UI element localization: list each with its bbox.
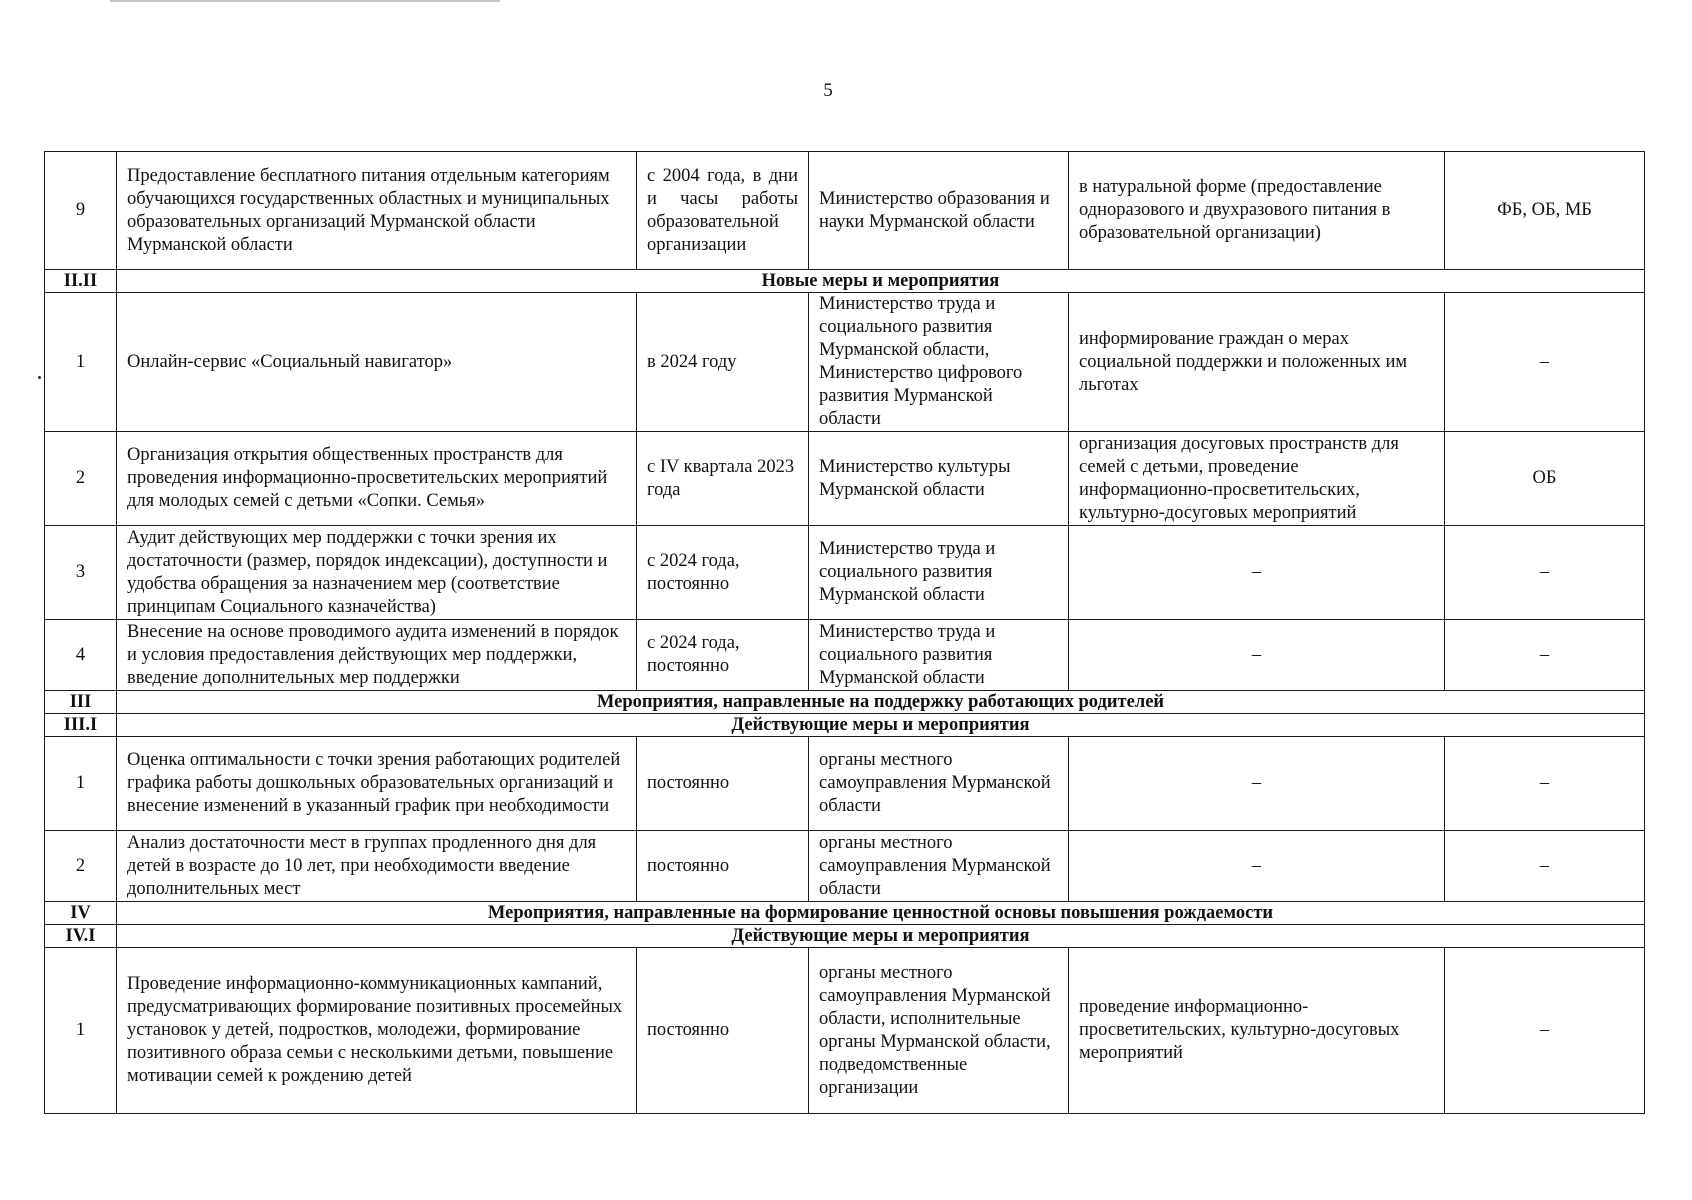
row-number: 2 [45,432,117,526]
measure-name: Онлайн-сервис «Социальный навигатор» [117,293,637,432]
measure-form: – [1069,526,1445,620]
measure-form: – [1069,620,1445,691]
measure-form: информирование граждан о мерах социальной поддержки и положенных им льготах [1069,293,1445,432]
row-number: 1 [45,737,117,831]
row-number: 4 [45,620,117,691]
measure-responsible: Министерство культуры Мурманской области [809,432,1069,526]
measure-period: с IV квартала 2023 года [637,432,809,526]
page-number: 5 [823,80,833,101]
table-row [45,831,1645,902]
section-title: Мероприятия, направленные на поддержку работающих родителей [117,691,1645,714]
section-row [45,925,1645,948]
row-number: 1 [45,948,117,1114]
measure-form: – [1069,831,1445,902]
table-row [45,432,1645,526]
measure-name: Внесение на основе проводимого аудита изменений в порядок и условия предоставления действующих мер поддержки, введение дополнительных мер поддержки [117,620,637,691]
row-number: 1 [45,293,117,432]
table-row [45,948,1645,1114]
measures-table [44,151,1645,1114]
measure-name: Оценка оптимальности с точки зрения работающих родителей графика работы дошкольных образовательных организаций и внесение изменений в указанный график при необходимости [117,737,637,831]
measure-name: Анализ достаточности мест в группах продленного дня для детей в возрасте до 10 лет, при необходимости введение дополнительных мест [117,831,637,902]
section-row [45,270,1645,293]
section-row [45,902,1645,925]
table-row [45,293,1645,432]
measure-funding: ОБ [1445,432,1645,526]
measure-responsible: Министерство труда и социального развития Мурманской области [809,620,1069,691]
measure-name: Проведение информационно-коммуникационных кампаний, предусматривающих формирование позитивных просемейных установок у детей, подростков, молодежи, формирование позитивного образа семьи с несколькими детьми, повышение мотивации семей к рождению детей [117,948,637,1114]
measure-form: в натуральной форме (предоставление одноразового и двухразового питания в образовательной организации) [1069,152,1445,270]
measure-funding: – [1445,737,1645,831]
measure-period: постоянно [637,737,809,831]
measure-period: постоянно [637,948,809,1114]
measure-funding: – [1445,620,1645,691]
measure-responsible: Министерство образования и науки Мурманской области [809,152,1069,270]
row-number: 2 [45,831,117,902]
measure-period: с 2024 года, постоянно [637,526,809,620]
table-row [45,152,1645,270]
row-number: 9 [45,152,117,270]
measure-responsible: Министерство труда и социального развития Мурманской области, Министерство цифрового развития Мурманской области [809,293,1069,432]
measure-responsible: органы местного самоуправления Мурманской области [809,737,1069,831]
scan-artifact-line [110,0,500,2]
measure-form: организация досуговых пространств для семей с детьми, проведение информационно-просветительских, культурно-досуговых мероприятий [1069,432,1445,526]
scan-artifact-dot [38,376,41,379]
measure-responsible: Министерство труда и социального развития Мурманской области [809,526,1069,620]
measure-form: проведение информационно-просветительских, культурно-досуговых мероприятий [1069,948,1445,1114]
section-title: Действующие меры и мероприятия [117,925,1645,948]
measure-funding: – [1445,831,1645,902]
measure-period: постоянно [637,831,809,902]
table-row [45,737,1645,831]
row-number: 3 [45,526,117,620]
measure-funding: – [1445,526,1645,620]
section-title: Мероприятия, направленные на формирование ценностной основы повышения рождаемости [117,902,1645,925]
section-number: II.II [45,270,117,293]
measure-name: Предоставление бесплатного питания отдельным категориям обучающихся государственных областных и муниципальных образовательных организаций Мурманской области Мурманской области [117,152,637,270]
measure-name: Организация открытия общественных пространств для проведения информационно-просветительских мероприятий для молодых семей с детьми «Сопки. Семья» [117,432,637,526]
measure-period: в 2024 году [637,293,809,432]
measure-responsible: органы местного самоуправления Мурманской области [809,831,1069,902]
section-row [45,714,1645,737]
measure-responsible: органы местного самоуправления Мурманской области, исполнительные органы Мурманской области, подведомственные организации [809,948,1069,1114]
section-title: Действующие меры и мероприятия [117,714,1645,737]
table-row [45,526,1645,620]
measure-funding: – [1445,293,1645,432]
section-number: III.I [45,714,117,737]
table-row [45,620,1645,691]
section-number: IV.I [45,925,117,948]
measure-form: – [1069,737,1445,831]
section-number: III [45,691,117,714]
measure-period: с 2024 года, постоянно [637,620,809,691]
measure-period: с 2004 года, в дни и часы работы образовательной организации [637,152,809,270]
measure-funding: ФБ, ОБ, МБ [1445,152,1645,270]
section-title: Новые меры и мероприятия [117,270,1645,293]
measure-name: Аудит действующих мер поддержки с точки зрения их достаточности (размер, порядок индексации), доступности и удобства обращения за назначением мер (соответствие принципам Социального казначейства) [117,526,637,620]
section-number: IV [45,902,117,925]
section-row [45,691,1645,714]
measure-funding: – [1445,948,1645,1114]
